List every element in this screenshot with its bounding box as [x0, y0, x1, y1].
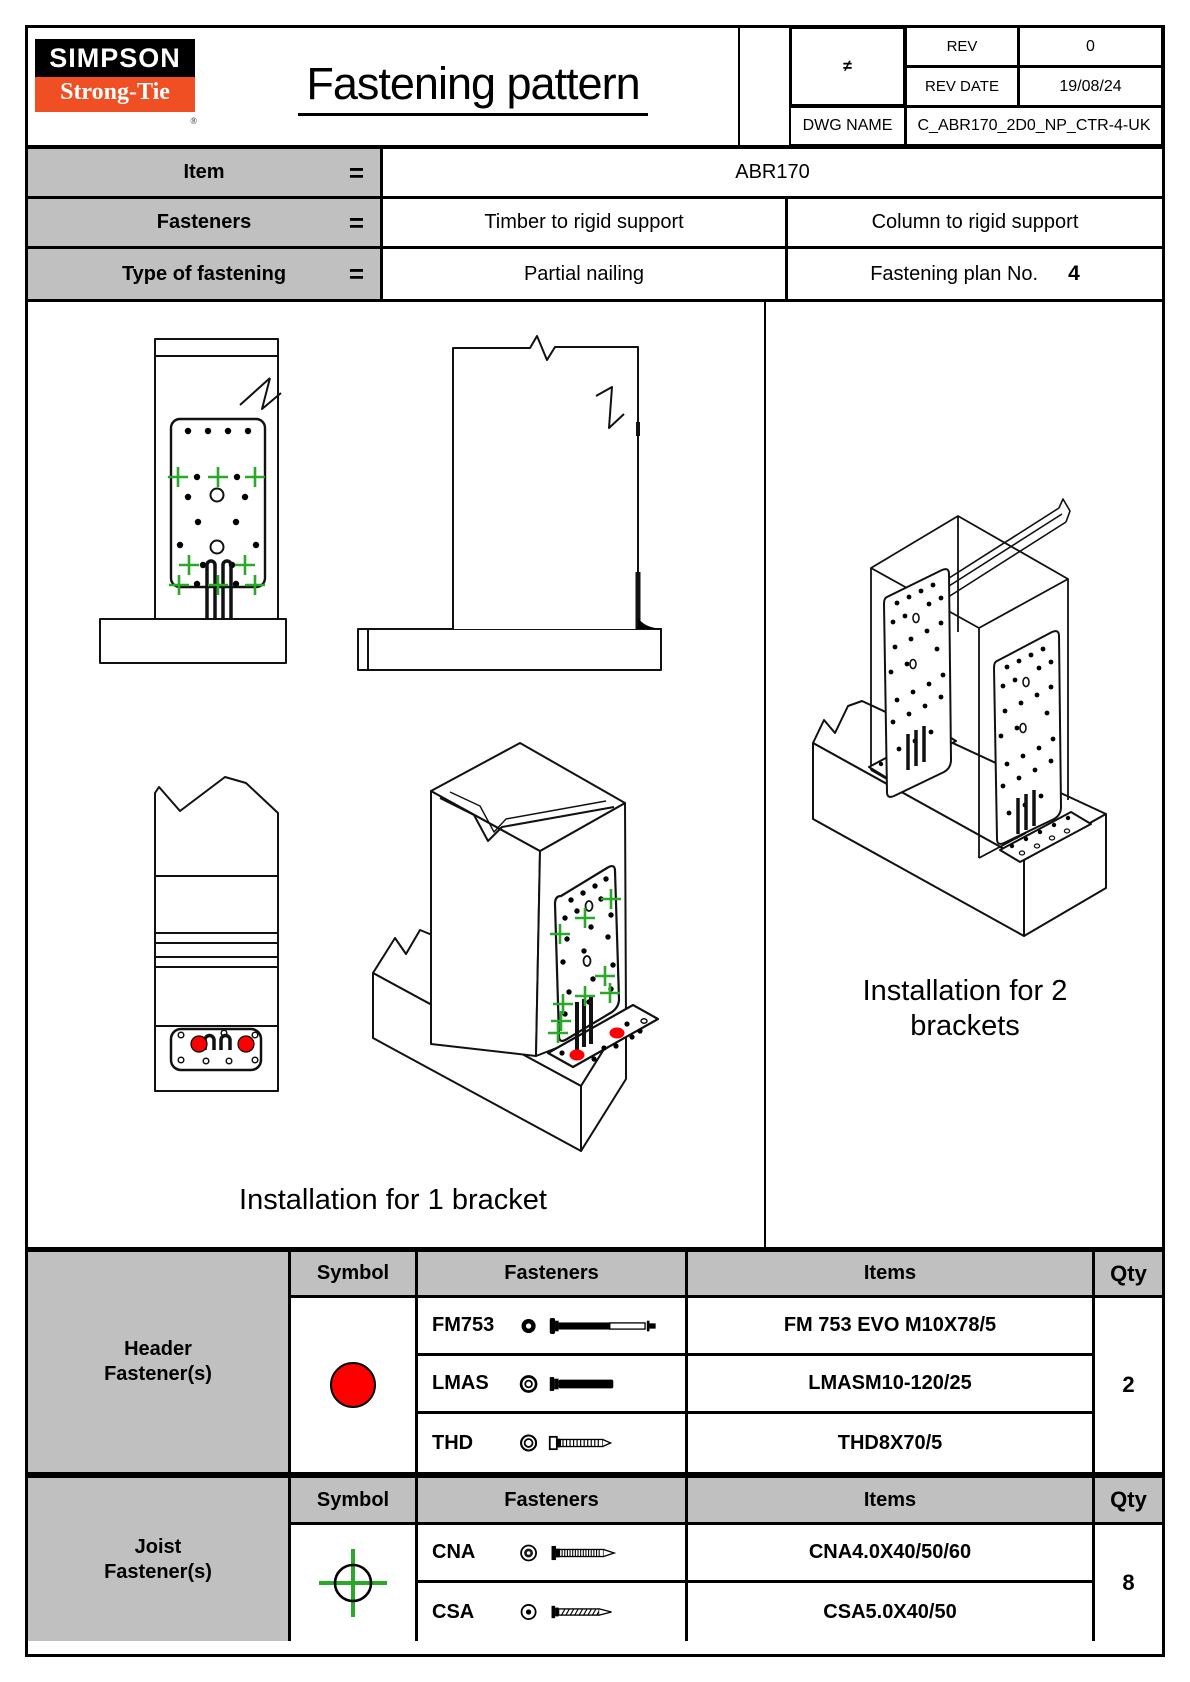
fastener-row [418, 1414, 688, 1472]
item-name: CNA4.0X40/50/60 [688, 1525, 1095, 1583]
thd-screw-icon [518, 1428, 668, 1458]
rev-date-value: 19/08/24 [1018, 66, 1163, 107]
item-name: LMASM10-120/25 [688, 1356, 1095, 1414]
fastener-code: FM753 [432, 1314, 495, 1336]
rev-value: 0 [1018, 26, 1163, 67]
dwg-name-label: DWG NAME [789, 106, 906, 146]
item-value: ABR170 [735, 161, 810, 183]
page-title: Fastening pattern [208, 58, 738, 110]
info-row-item [28, 149, 1162, 199]
logo-simpson: SIMPSON [35, 39, 195, 77]
bottom-view [155, 777, 278, 1091]
front-view [100, 339, 286, 663]
lmas-bolt-icon [518, 1369, 668, 1399]
revision-block [738, 28, 1162, 145]
fasteners-label: Fasteners = [28, 199, 383, 246]
fasteners-value-left: Timber to rigid support [383, 199, 788, 246]
fastener-code: CNA [432, 1541, 476, 1563]
green-crosshair-icon [311, 1541, 395, 1625]
isometric-one-bracket [373, 743, 658, 1151]
equals-sign: = [348, 258, 364, 289]
joist-fasteners-table [28, 1478, 1162, 1641]
item-name: THD8X70/5 [688, 1414, 1095, 1472]
fastener-row [418, 1298, 688, 1356]
col-qty: Qty [1095, 1252, 1162, 1298]
type-value-left: Partial nailing [383, 249, 788, 299]
dwg-name-value: C_ABR170_2D0_NP_CTR-4-UK [905, 106, 1163, 146]
not-equal-symbol-icon: ≠ [789, 26, 906, 107]
fastening-plan-label: Fastening plan No. [870, 262, 1039, 285]
fastener-row [418, 1525, 688, 1583]
info-row-type [28, 249, 1162, 299]
cna-nail-icon [518, 1538, 668, 1568]
header-fastener-symbol [291, 1298, 418, 1472]
one-bracket-drawing [28, 302, 764, 1247]
col-fasteners: Fasteners [418, 1252, 688, 1298]
info-row-fasteners [28, 199, 1162, 249]
title-block [28, 28, 1162, 149]
equals-sign: = [348, 207, 364, 237]
item-name: FM 753 EVO M10X78/5 [688, 1298, 1095, 1356]
item-name: CSA5.0X40/50 [688, 1583, 1095, 1641]
registered-mark: ® [190, 116, 197, 126]
fasteners-value-right: Column to rigid support [871, 211, 1079, 233]
csa-screw-icon [518, 1597, 668, 1627]
two-brackets-drawing [766, 302, 1162, 1247]
joist-fasteners-qty: 8 [1122, 1570, 1135, 1595]
header-fasteners-label: Header Fastener(s) [28, 1252, 291, 1472]
drawing-area [28, 302, 1162, 1250]
drawing-sheet [25, 25, 1165, 1657]
rev-date-label: REV DATE [905, 66, 1019, 107]
header-fasteners-qty: 2 [1122, 1372, 1135, 1397]
red-circle-icon [330, 1362, 376, 1408]
joist-fasteners-label: Joist Fastener(s) [28, 1478, 291, 1641]
fastener-code: THD [432, 1431, 474, 1454]
col-items: Items [688, 1478, 1095, 1525]
type-of-fastening-label: Type of fastening = [28, 249, 383, 299]
fastener-code: CSA [432, 1600, 475, 1623]
logo-strongtie: Strong-Tie ® [35, 77, 195, 112]
info-table [28, 149, 1162, 302]
caption-two-brackets: Installation for 2 brackets [862, 975, 1068, 1042]
caption-one-bracket: Installation for 1 bracket [239, 1184, 547, 1216]
rev-label: REV [905, 26, 1019, 67]
col-fasteners: Fasteners [418, 1478, 688, 1525]
joist-fastener-symbol [291, 1525, 418, 1641]
col-symbol: Symbol [291, 1252, 418, 1298]
fm753-bolt-icon [518, 1311, 668, 1341]
fastener-row [418, 1356, 688, 1414]
two-brackets-panel [766, 302, 1162, 1247]
fastener-code: LMAS [432, 1372, 489, 1394]
fastener-row [418, 1583, 688, 1641]
one-bracket-panel [28, 302, 766, 1247]
col-qty: Qty [1095, 1478, 1162, 1525]
simpson-strongtie-logo [35, 39, 197, 126]
fastening-plan-cell [788, 249, 1162, 299]
equals-sign: = [348, 157, 364, 187]
col-items: Items [688, 1252, 1095, 1298]
fastening-plan-number: 4 [1068, 262, 1080, 285]
item-label: Item = [28, 149, 383, 196]
col-symbol: Symbol [291, 1478, 418, 1525]
header-fasteners-table [28, 1250, 1162, 1472]
side-view [358, 336, 663, 670]
